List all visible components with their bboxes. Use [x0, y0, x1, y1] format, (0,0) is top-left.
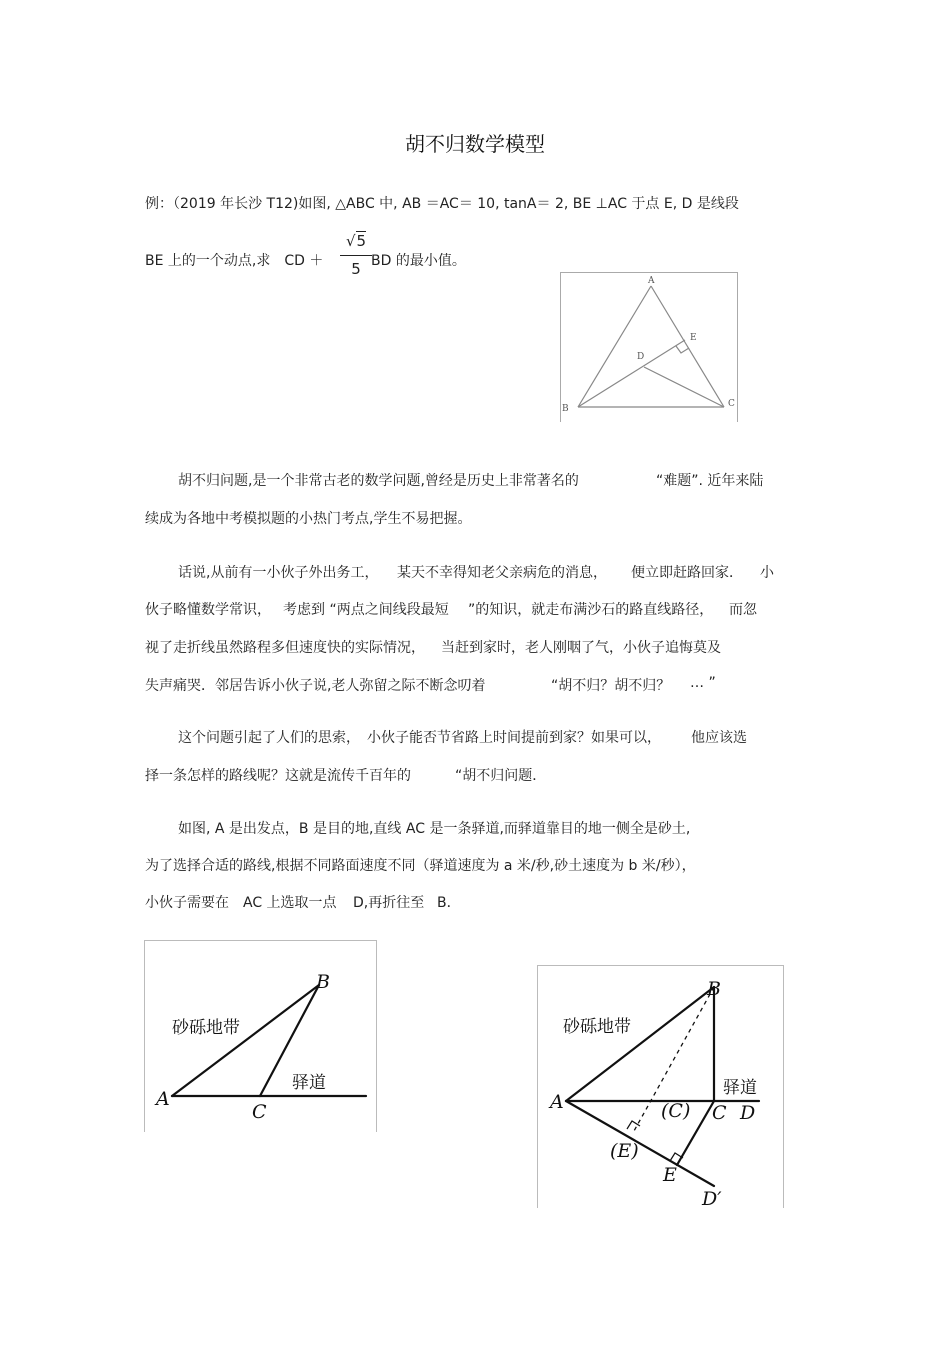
segment-ab: [566, 987, 714, 1101]
para4-line2: 为了选择合适的路线,根据不同路面速度不同（驿道速度为 a 米/秒,砂土速度为 b 米/秒），: [145, 858, 696, 874]
fraction-sqrt5-over-5: [338, 232, 374, 278]
para2-line2b: 考虑到 “两点之间线段最短: [283, 602, 449, 618]
ray-ad-prime: [566, 1101, 714, 1186]
fraction-numerator: 5: [356, 232, 367, 250]
para4-line3b: AC 上选取一点: [243, 895, 337, 911]
label-d-prime: D′: [702, 1188, 722, 1208]
label-b: B: [316, 971, 330, 993]
para4-line3a: 小伙子需要在: [145, 895, 229, 911]
sand-zone-label: 砂砾地带: [172, 1018, 240, 1038]
para1-line1a: 胡不归问题,是一个非常古老的数学问题,曾经是历史上非常著名的: [178, 473, 579, 489]
para3-line1b: 小伙子能否节省路上时间提前到家？如果可以，: [367, 730, 661, 746]
para2-line1b: 某天不幸得知老父亲病危的消息，: [397, 565, 607, 581]
label-c: C: [252, 1101, 267, 1123]
para2-line2a: 伙子略懂数学常识，: [145, 602, 271, 618]
para2-line3a: 视了走折线虽然路程多但速度快的实际情况，: [145, 640, 425, 656]
construction-figure: [537, 965, 784, 1208]
para2-line4a: 失声痛哭．邻居告诉小伙子说,老人弥留之际不断念叨着: [145, 678, 486, 694]
para4-line1: 如图, A 是出发点，B 是目的地,直线 AC 是一条驿道,而驿道靠目的地一侧全是砂土,: [178, 821, 691, 837]
para2-line1c: 便立即赶路回家．: [631, 565, 743, 581]
label-e: E: [690, 333, 697, 343]
para3-line2a: 择一条怎样的路线呢？这就是流传千百年的: [145, 768, 411, 784]
road-sand-figure: [144, 940, 377, 1132]
para2-line1a: 话说,从前有一小伙子外出务工，: [178, 565, 379, 581]
side-ab: [578, 286, 651, 407]
label-b: B: [707, 978, 721, 1000]
right-angle-mark-e1: [627, 1121, 640, 1129]
para1-line1b: “难题”. 近年来陆: [656, 473, 764, 489]
para2-line2d: 而忽: [729, 602, 757, 618]
page-title: 胡不归数学模型: [405, 132, 545, 156]
problem-line-2b: BD 的最小值。: [371, 253, 466, 269]
label-c: C: [712, 1102, 727, 1124]
problem-line-1: 例：（2019 年长沙 T12)如图, △ABC 中, AB ＝AC＝ 10, tanA＝ 2, BE ⊥AC 于点 E, D 是线段: [145, 196, 739, 212]
para2-line4b: “胡不归？胡不归？: [551, 678, 671, 694]
label-c: C: [728, 399, 735, 409]
problem-line-2a: BE 上的一个动点,求 CD ＋: [145, 253, 324, 269]
para2-line4c: … ”: [690, 675, 716, 691]
para3-line1a: 这个问题引起了人们的思索，: [178, 730, 360, 746]
label-a: A: [156, 1088, 170, 1110]
sand-zone-label: 砂砾地带: [563, 1017, 631, 1037]
segment-be: [578, 340, 685, 407]
para2-line3b: 当赶到家时，老人刚咽了气，小伙子追悔莫及: [441, 640, 721, 656]
para4-line3c: D,再折往至: [353, 895, 425, 911]
radical-sign: √: [345, 232, 356, 250]
label-b: B: [562, 404, 569, 414]
label-d: D: [637, 352, 645, 362]
right-angle-mark: [676, 346, 689, 353]
label-e: E: [663, 1164, 677, 1186]
label-d: D: [740, 1102, 756, 1124]
triangle-figure: [560, 272, 738, 422]
label-a: A: [550, 1091, 564, 1113]
label-e-prime: (E): [610, 1140, 639, 1162]
para2-line2c: ”的知识，就走布满沙石的路直线路径，: [468, 602, 714, 618]
para1-line2: 续成为各地中考模拟题的小热门考点,学生不易把握。: [145, 511, 472, 527]
fraction-bar: [340, 255, 372, 256]
label-c-prime: (C): [661, 1100, 691, 1122]
road-label: 驿道: [292, 1073, 326, 1093]
para3-line2b: “胡不归问题．: [455, 768, 547, 784]
fraction-denominator: 5: [351, 260, 361, 278]
label-a: A: [648, 276, 655, 286]
road-label: 驿道: [723, 1078, 757, 1098]
para2-line1d: 小: [760, 565, 774, 581]
para3-line1c: 他应该选: [691, 730, 747, 746]
para4-line3d: B．: [437, 895, 461, 911]
